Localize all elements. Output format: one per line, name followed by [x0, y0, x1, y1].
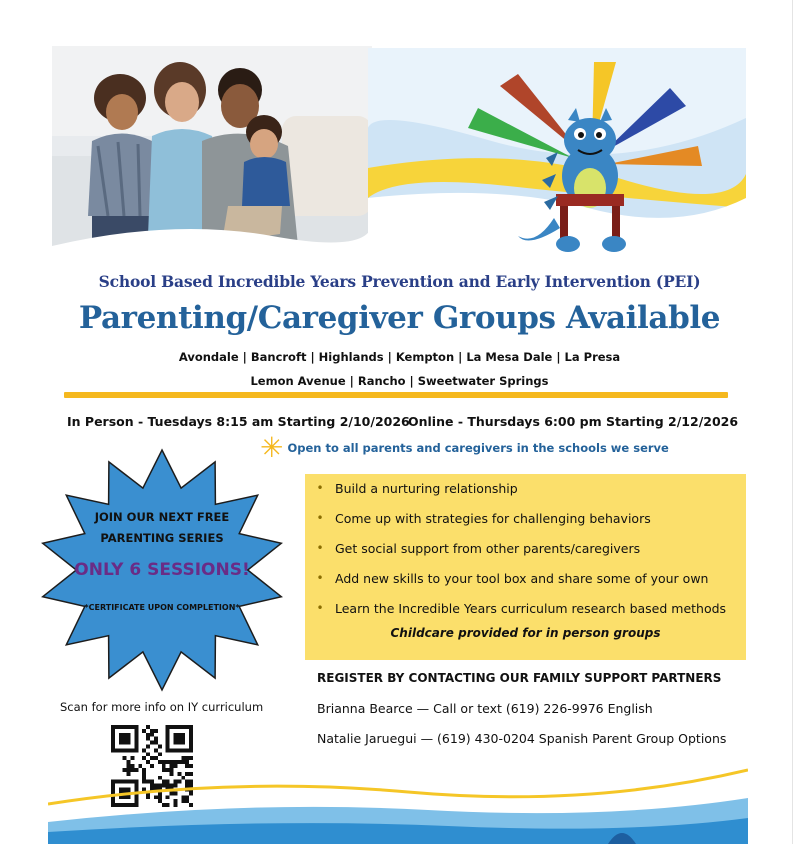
open-note-text: Open to all parents and caregivers in the schools we serve	[287, 441, 669, 455]
benefit-text: Build a nurturing relationship	[335, 480, 518, 496]
school-list-line1: Avondale | Bancroft | Highlands | Kempton | La Mesa Dale | La Presa	[178, 350, 621, 364]
benefit-item	[305, 508, 746, 528]
family-photo	[52, 46, 372, 263]
bullet-icon: •	[316, 541, 324, 555]
program-subtitle: School Based Incredible Years Prevention and Early Intervention (PEI)	[98, 272, 701, 291]
in-person-schedule: In Person - Tuesdays 8:15 am Starting 2/10/2026	[67, 414, 410, 429]
page-edge	[792, 0, 793, 844]
online-schedule: Online - Thursdays 6:00 pm Starting 2/12/2026	[408, 414, 739, 429]
page-title: Parenting/Caregiver Groups Available	[78, 300, 721, 336]
benefits-box	[305, 474, 746, 660]
starburst-line2: PARENTING SERIES	[100, 531, 224, 545]
bullet-icon: •	[316, 571, 324, 585]
scan-label: Scan for more info on IY curriculum	[60, 700, 264, 714]
bottom-wave-decoration	[48, 752, 748, 844]
benefit-item	[305, 568, 746, 588]
benefit-text: Get social support from other parents/caregivers	[335, 540, 641, 556]
benefit-item	[305, 598, 746, 618]
open-note	[260, 431, 669, 464]
benefit-text: Learn the Incredible Years curriculum research based methods	[335, 600, 727, 616]
benefit-item	[305, 478, 746, 498]
bullet-icon: •	[316, 511, 324, 525]
school-list-line2: Lemon Avenue | Rancho | Sweetwater Springs	[250, 374, 549, 388]
sessions-starburst	[36, 448, 288, 692]
sessions-highlight: ONLY 6 SESSIONS!	[74, 560, 250, 580]
childcare-note: Childcare provided for in person groups	[390, 626, 661, 640]
starburst-line1: JOIN OUR NEXT FREE	[94, 510, 230, 524]
benefit-text: Add new skills to your tool box and share some of your own	[335, 570, 709, 586]
contact-spanish: Natalie Jaruegui — (619) 430-0204 Spanish Parent Group Options	[317, 731, 727, 746]
benefit-item	[305, 538, 746, 558]
benefit-text: Come up with strategies for challenging behaviors	[335, 510, 651, 526]
contact-english: Brianna Bearce — Call or text (619) 226-9976 English	[317, 701, 653, 716]
bullet-icon: •	[316, 481, 324, 495]
gold-divider	[64, 392, 728, 398]
dragon-illustration	[368, 48, 746, 266]
certificate-note: *CERTIFICATE UPON COMPLETION*	[84, 603, 240, 612]
register-heading: REGISTER BY CONTACTING OUR FAMILY SUPPORT PARTNERS	[317, 671, 722, 685]
bullet-icon: •	[316, 601, 324, 615]
asterisk-icon: ✳	[260, 431, 284, 464]
